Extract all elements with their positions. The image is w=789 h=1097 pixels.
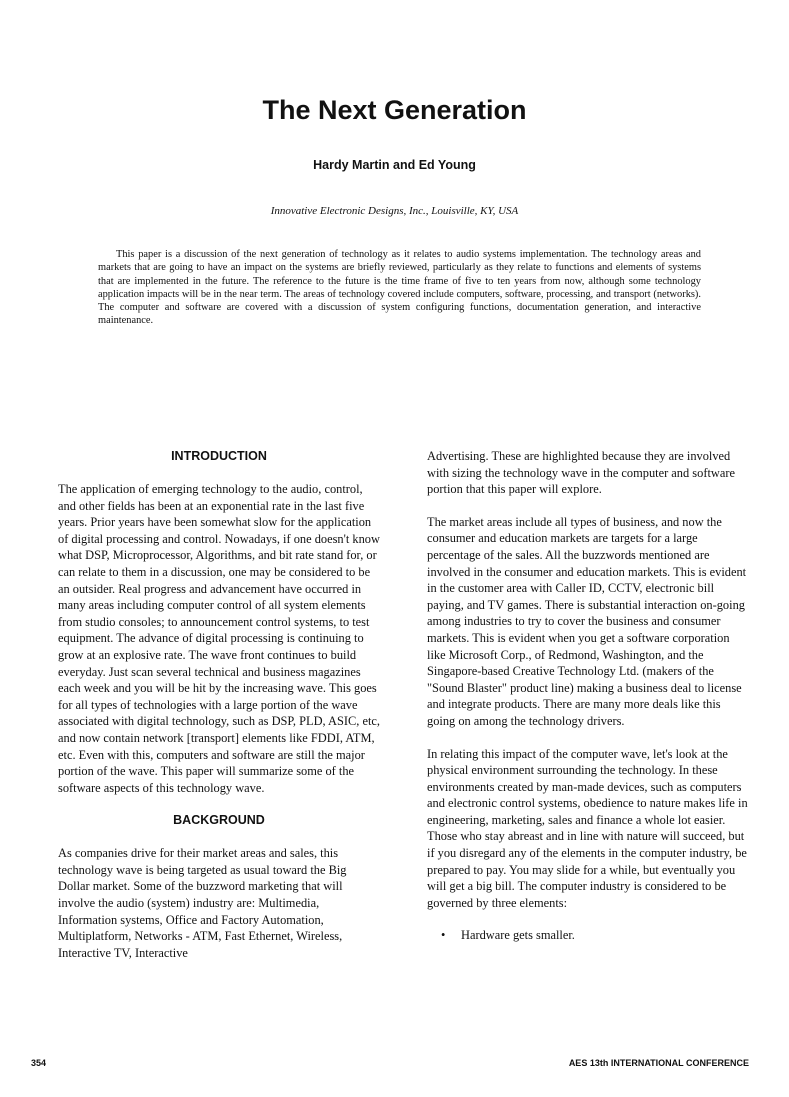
paper-title: The Next Generation bbox=[262, 95, 527, 125]
background-paragraph: As companies drive for their market areas and sales, this technology wave is being targeted as usual toward the Big Dollar market. Some of the buzzword marketing that will involve the audio (system) industry are: Multimedia, Information systems, Office and Factory Automation, Multiplatform, Networks - ATM, Fast Ethernet, Wireless, Interactive TV, Interactive bbox=[58, 846, 347, 960]
paper-affiliation: Innovative Electronic Designs, Inc., Louisville, KY, USA bbox=[270, 205, 519, 217]
bullet-dot-icon: • bbox=[441, 928, 446, 943]
paper-authors: Hardy Martin and Ed Young bbox=[313, 158, 476, 172]
background-heading: BACKGROUND bbox=[173, 813, 265, 828]
page-number: 354 bbox=[31, 1058, 47, 1068]
left-column bbox=[58, 448, 380, 977]
introduction-paragraph: The application of emerging technology to the audio, control, and other fields has been at an exponential rate in the last five years. Prior years have been somewhat slow for the application of digital processing and control. Nowadays, if one doesn't know what DSP, Microprocessor, Algorithms, and bit rate stand for, or can relate to them in a discussion, one may be considered to be an outsider. Real progress and advancement have occurred in many areas including computer control of all system elements from studio consoles; to announcement control systems, to test equipment. The advance of digital processing is continuing to grow at an explosive rate. The wave front continues to build everyday. Just scan several technical and business magazines each week and you will be hit by the increasing wave. This goes for all types of technologies with a large portion of the wave associated with digital technology, such as DSP, PLD, ASIC, etc, and now contain network [transport] elements like FDDI, ATM, etc. Even with this, computers and software are still the major portion of the wave. This paper will summarize some of the software aspects of this technology wave. bbox=[58, 482, 381, 795]
bullet-text: Hardware gets smaller. bbox=[461, 928, 575, 943]
conference-footer: AES 13th INTERNATIONAL CONFERENCE bbox=[568, 1058, 749, 1068]
background-paragraph-continued: Advertising. These are highlighted because they are involved with sizing the technology wave in the computer and software portion that this paper will explore. bbox=[427, 449, 735, 497]
paper-abstract: This paper is a discussion of the next generation of technology as it relates to audio systems implementation. The technology areas and markets that are going to have an impact on the systems are briefly reviewed, particularly as they relate to functions and elements of systems that are implemented in the future. The reference to the future is the time frame of five to ten years from now, although some technology application impacts will be in the near term. The areas of technology covered include computers, software, processing, and transport (networks). The computer and software are covered with a discussion of system configuring functions, documentation generation, and interactive maintenance. bbox=[98, 249, 701, 327]
introduction-heading: INTRODUCTION bbox=[171, 449, 267, 463]
markets-paragraph: The market areas include all types of business, and now the consumer and education markets are targets for a large percentage of the sales. All the buzzwords mentioned are involved in the consumer and education markets. This is evident in the customer area with Caller ID, CCTV, electronic bill paying, and TV games. There is substantial interaction on-going among industries to try to cover the business and consumer markets. This is evident when you get a software corporation like Microsoft Corp., of Redmond, Washington, and the Singapore-based Creative Technology Ltd. (makers of the "Sound Blaster" product line) making a business deal to license and integrate products. There are many more deals like this going on among the technology drivers. bbox=[427, 514, 747, 728]
bullet-item bbox=[427, 927, 749, 944]
right-column bbox=[427, 448, 749, 944]
computer-wave-paragraph: In relating this impact of the computer wave, let's look at the physical environment surrounding the technology. In these environments created by man-made devices, such as computers and electronic control systems, obedience to nature makes life in engineering, marketing, sales and finance a whole lot easier. Those who stay abreast and in line with nature will succeed, but if you disregard any of the elements in the computer industry, be prepared to pay. You may slide for a while, but eventually you will get a big bill. The computer industry is considered to be governed by three elements: bbox=[427, 746, 748, 910]
